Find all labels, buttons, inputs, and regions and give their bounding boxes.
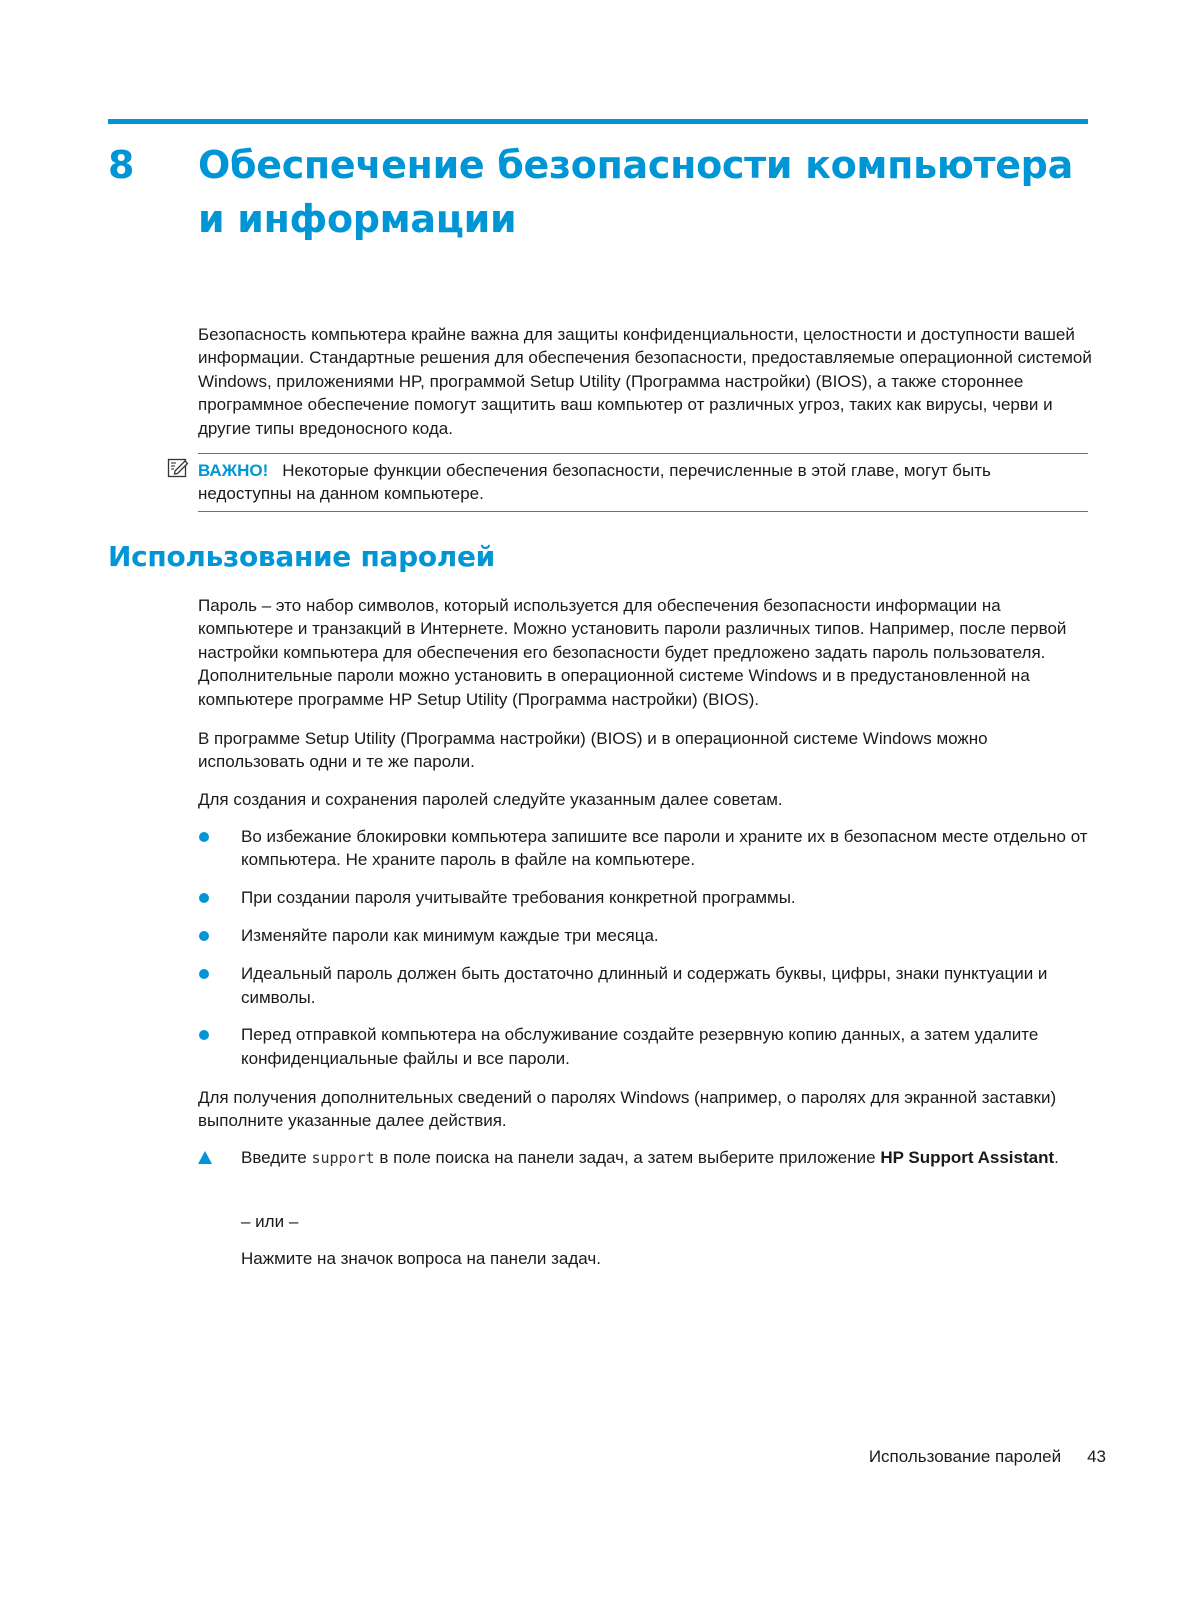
step-prefix: Введите (241, 1148, 307, 1167)
section-heading: Использование паролей (108, 540, 495, 573)
page-number: 43 (1087, 1447, 1106, 1466)
intro-paragraph: Безопасность компьютера крайне важна для защиты конфиденциальности, целостности и доступности вашей информации. Стандартные решения для обеспечения безопасности, предоставляемые операционной системой Windows, приложениями HP, программой Setup Utility (Программа настройки) (BIOS), а также стороннее программное обеспечение помогут защитить ваш компьютер от различных угроз, таких как вирусы, черви и другие типы вредоносного кода. (198, 325, 1092, 438)
chapter-title: Обеспечение безопасности компьютера и информации (198, 143, 1073, 241)
procedure-step (198, 1146, 1093, 1170)
app-name: HP Support Assistant (880, 1148, 1055, 1167)
bullet-dot-icon (199, 1030, 209, 1040)
list-item (198, 962, 1093, 1009)
step-text (198, 1146, 1093, 1170)
note-pencil-icon (167, 456, 189, 478)
bullet-dot-icon (199, 969, 209, 979)
password-tips-list (198, 825, 1093, 1085)
list-item-text: Идеальный пароль должен быть достаточно длинный и содержать буквы, цифры, знаки пунктуации и символы. (241, 964, 1048, 1007)
more-info-paragraph: Для получения дополнительных сведений о паролях Windows (например, о паролях для экранной заставки) выполните указанные далее действия. (198, 1088, 1057, 1131)
bullet-dot-icon (199, 832, 209, 842)
passwords-paragraph-3: Для создания и сохранения паролей следуйте указанным далее советам. (198, 790, 783, 809)
list-item (198, 1023, 1093, 1070)
bullet-dot-icon (199, 931, 209, 941)
alternative-text: Нажмите на значок вопроса на панели задач. (241, 1249, 601, 1268)
search-term-code: support (311, 1149, 375, 1167)
passwords-paragraph-1: Пароль – это набор символов, который используется для обеспечения безопасности информации на компьютере и транзакций в Интернете. Можно установить пароли различных типов. Например, после первой настройки компьютера для обеспечения его безопасности будет предложено задать пароль пользователя. Дополнительные пароли можно установить в операционной системе Windows и в предустановленной на компьютере программе HP Setup Utility (Программа настройки) (BIOS). (198, 596, 1067, 709)
list-item-text: Во избежание блокировки компьютера запишите все пароли и храните их в безопасном месте отдельно от компьютера. Не храните пароль в файле на компьютере. (241, 827, 1088, 870)
chapter-number: 8 (108, 143, 135, 187)
alternative-label: – или – (241, 1212, 299, 1231)
page-footer (869, 1445, 1106, 1468)
list-item-text: Изменяйте пароли как минимум каждые три месяца. (241, 926, 659, 946)
bullet-dot-icon (199, 893, 209, 903)
chapter-rule (108, 119, 1088, 124)
list-item-text: При создании пароля учитывайте требования конкретной программы. (241, 888, 796, 908)
step-middle: в поле поиска на панели задач, а затем выберите приложение (379, 1148, 876, 1167)
note-label: ВАЖНО! (198, 461, 269, 480)
list-item (198, 886, 1093, 909)
important-note (198, 453, 1088, 512)
list-item (198, 825, 1093, 872)
step-triangle-icon (198, 1151, 212, 1164)
list-item (198, 924, 1093, 947)
footer-section-title: Использование паролей (868, 1447, 1062, 1466)
note-text: Некоторые функции обеспечения безопасности, перечисленные в этой главе, могут быть недоступны на данном компьютере. (198, 461, 991, 504)
list-item-text: Перед отправкой компьютера на обслуживание создайте резервную копию данных, а затем удалите конфиденциальные файлы и все пароли. (241, 1025, 1039, 1068)
step-suffix: . (1054, 1148, 1059, 1167)
passwords-paragraph-2: В программе Setup Utility (Программа настройки) (BIOS) и в операционной системе Windows можно использовать одни и те же пароли. (198, 729, 988, 772)
